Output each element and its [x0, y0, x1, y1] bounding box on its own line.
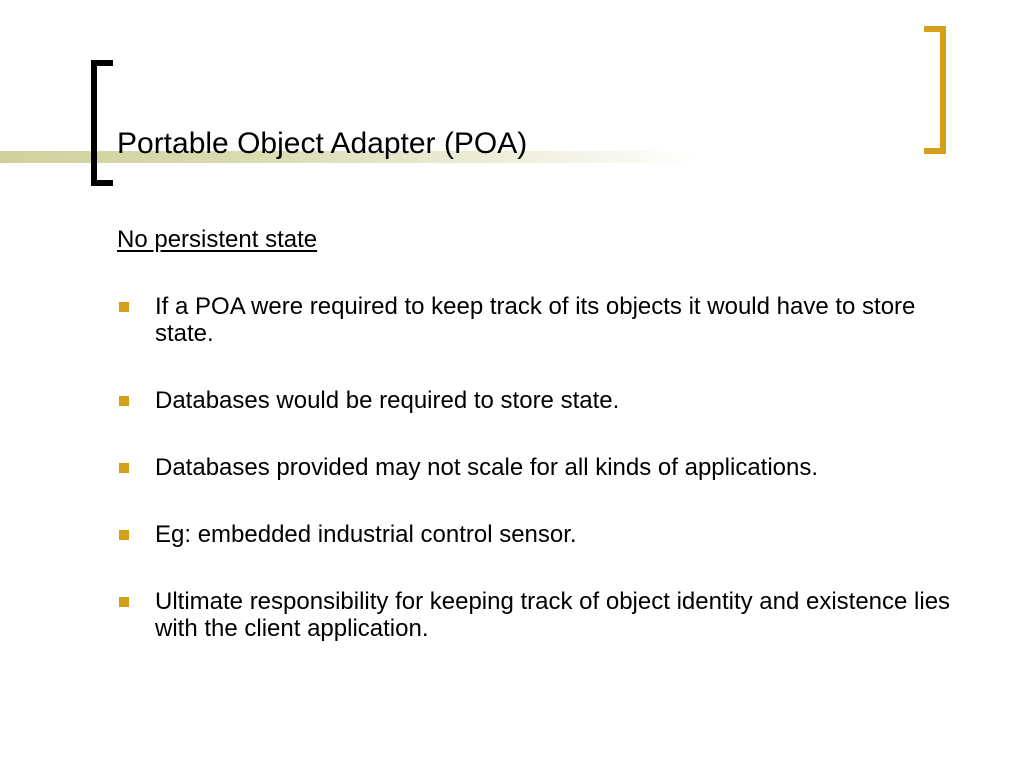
bullet-text: If a POA were required to keep track of its objects it would have to store state.	[155, 293, 916, 347]
bullet-list	[117, 293, 977, 682]
bullet-text: Databases provided may not scale for all kinds of applications.	[155, 454, 819, 481]
bullet-item	[117, 454, 977, 481]
bullet-text: Eg: embedded industrial control sensor.	[155, 521, 577, 548]
bullet-item	[117, 521, 977, 548]
subheading: No persistent state	[117, 226, 318, 253]
bullet-text: Ultimate responsibility for keeping track of object identity and existence lies with the client application.	[155, 588, 951, 642]
bullet-text: Databases would be required to store state.	[155, 387, 620, 414]
right-bracket-icon	[924, 26, 946, 154]
left-bracket-icon	[91, 60, 113, 186]
slide-title: Portable Object Adapter (POA)	[117, 127, 528, 160]
square-bullet-icon	[119, 463, 129, 473]
square-bullet-icon	[119, 530, 129, 540]
square-bullet-icon	[119, 396, 129, 406]
square-bullet-icon	[119, 302, 129, 312]
bullet-item	[117, 387, 977, 414]
bullet-item	[117, 293, 977, 347]
bullet-item	[117, 588, 977, 642]
square-bullet-icon	[119, 597, 129, 607]
